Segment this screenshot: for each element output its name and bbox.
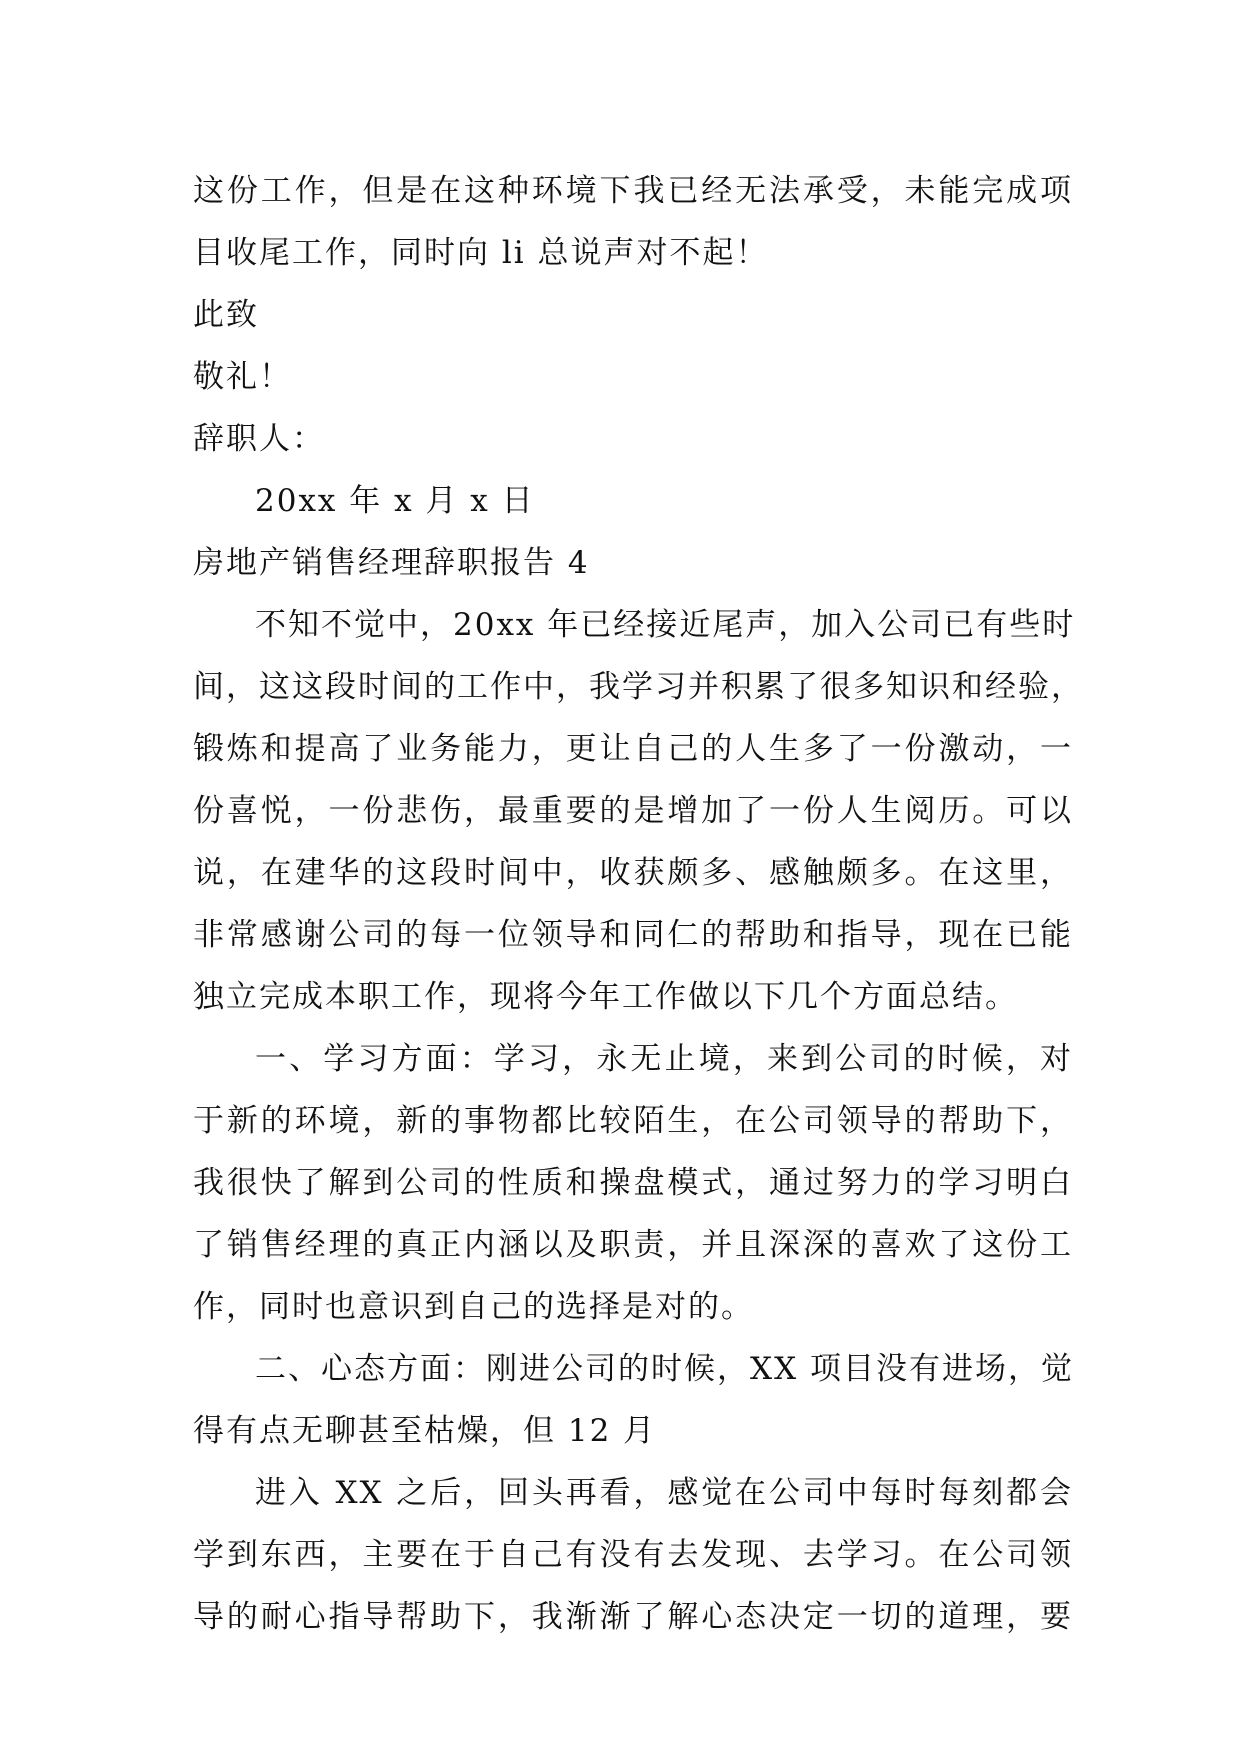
text-line: 二、心态方面：刚进公司的时候，XX 项目没有进场，觉 bbox=[255, 1351, 1074, 1387]
text-line: 独立完成本职工作，现将今年工作做以下几个方面总结。 bbox=[193, 979, 1018, 1015]
text-line: 间，这这段时间的工作中，我学习并积累了很多知识和经验， bbox=[193, 669, 1084, 705]
text-line: 房地产销售经理辞职报告 4 bbox=[193, 545, 590, 581]
text-line: 敬礼！ bbox=[193, 359, 292, 395]
text-line: 辞职人： bbox=[193, 421, 325, 457]
text-line: 进入 XX 之后，回头再看，感觉在公司中每时每刻都会 bbox=[255, 1475, 1073, 1511]
document-body bbox=[193, 160, 1084, 1648]
text-line: 这份工作，但是在这种环境下我已经无法承受，未能完成项 bbox=[193, 173, 1073, 209]
text-line: 目收尾工作，同时向 li 总说声对不起！ bbox=[193, 235, 769, 271]
text-line: 了销售经理的真正内涵以及职责，并且深深的喜欢了这份工 bbox=[193, 1227, 1073, 1263]
text-line: 于新的环境，新的事物都比较陌生，在公司领导的帮助下， bbox=[193, 1103, 1073, 1139]
text-line: 此致 bbox=[193, 297, 259, 333]
text-line: 锻炼和提高了业务能力，更让自己的人生多了一份激动，一 bbox=[193, 731, 1073, 767]
text-line: 说，在建华的这段时间中，收获颇多、感触颇多。在这里， bbox=[193, 855, 1073, 891]
text-line: 份喜悦，一份悲伤，最重要的是增加了一份人生阅历。可以 bbox=[193, 793, 1073, 829]
text-line: 20xx 年 x 月 x 日 bbox=[255, 483, 535, 519]
text-line: 导的耐心指导帮助下，我渐渐了解心态决定一切的道理，要 bbox=[193, 1599, 1073, 1635]
text-line: 得有点无聊甚至枯燥，但 12 月 bbox=[193, 1413, 657, 1449]
text-line: 我很快了解到公司的性质和操盘模式，通过努力的学习明白 bbox=[193, 1165, 1073, 1201]
text-line: 学到东西，主要在于自己有没有去发现、去学习。在公司领 bbox=[193, 1537, 1073, 1573]
text-line: 不知不觉中，20xx 年已经接近尾声，加入公司已有些时 bbox=[255, 607, 1076, 643]
text-line: 非常感谢公司的每一位领导和同仁的帮助和指导，现在已能 bbox=[193, 917, 1073, 953]
text-line: 作，同时也意识到自己的选择是对的。 bbox=[193, 1289, 754, 1325]
text-line: 一、学习方面：学习，永无止境，来到公司的时候，对 bbox=[255, 1041, 1073, 1077]
